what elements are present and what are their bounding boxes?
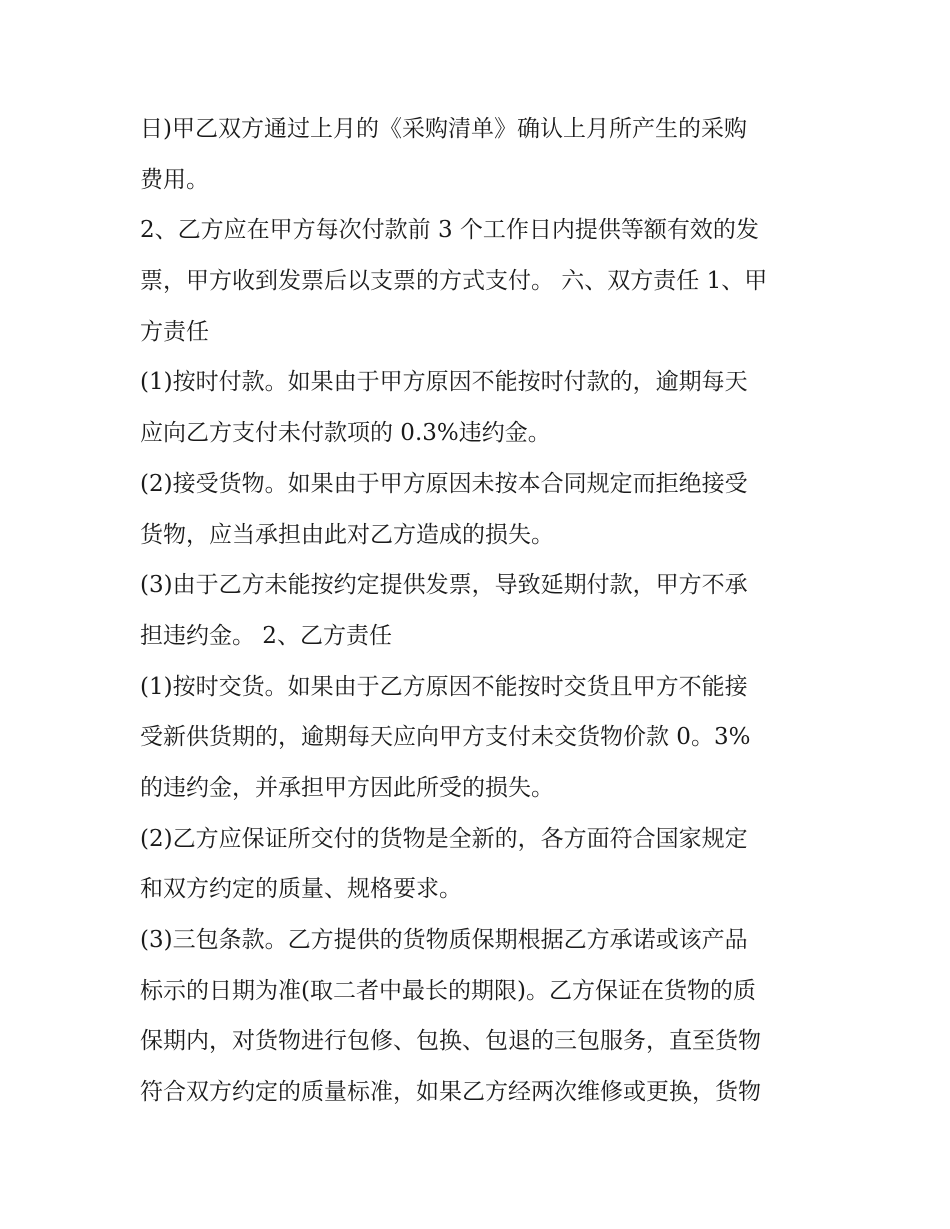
text-line: 担违约金。 2、乙方责任 <box>140 622 392 649</box>
text-line: 日)甲乙双方通过上月的《采购清单》确认上月所产生的采购 <box>140 116 747 142</box>
document-body <box>140 104 820 1118</box>
text-line: (1)按时交货。如果由于乙方原因不能按时交货且甲方不能接 <box>140 673 748 700</box>
text-line: 保期内，对货物进行包修、包换、包退的三包服务，直至货物 <box>140 1028 761 1055</box>
text-line: (1)按时付款。如果由于甲方原因不能按时付款的，逾期每天 <box>140 369 748 396</box>
text-line: 票，甲方收到发票后以支票的方式支付。 六、双方责任 1、甲 <box>140 268 768 295</box>
text-line: 应向乙方支付未付款项的 0.3%违约金。 <box>140 420 551 447</box>
text-line: 2、乙方应在甲方每次付款前 3 个工作日内提供等额有效的发 <box>140 217 759 244</box>
text-line: 的违约金，并承担甲方因此所受的损失。 <box>140 774 554 801</box>
text-line: 方责任 <box>140 318 209 345</box>
text-line: (3)三包条款。乙方提供的货物质保期根据乙方承诺或该产品 <box>140 927 748 953</box>
text-line: 和双方约定的质量、规格要求。 <box>140 876 462 903</box>
text-line: 费用。 <box>140 166 209 193</box>
text-line: 受新供货期的，逾期每天应向甲方支付未交货物价款 0。3% <box>140 724 751 751</box>
text-line: 符合双方约定的质量标准，如果乙方经两次维修或更换，货物 <box>140 1079 761 1106</box>
text-line: (2)接受货物。如果由于甲方原因未按本合同规定而拒绝接受 <box>140 470 748 497</box>
text-line: (3)由于乙方未能按约定提供发票，导致延期付款，甲方不承 <box>140 572 748 599</box>
text-line: (2)乙方应保证所交付的货物是全新的，各方面符合国家规定 <box>140 825 748 852</box>
text-line: 标示的日期为准(取二者中最长的期限)。乙方保证在货物的质 <box>140 977 756 1004</box>
text-line: 货物，应当承担由此对乙方造成的损失。 <box>140 521 554 548</box>
